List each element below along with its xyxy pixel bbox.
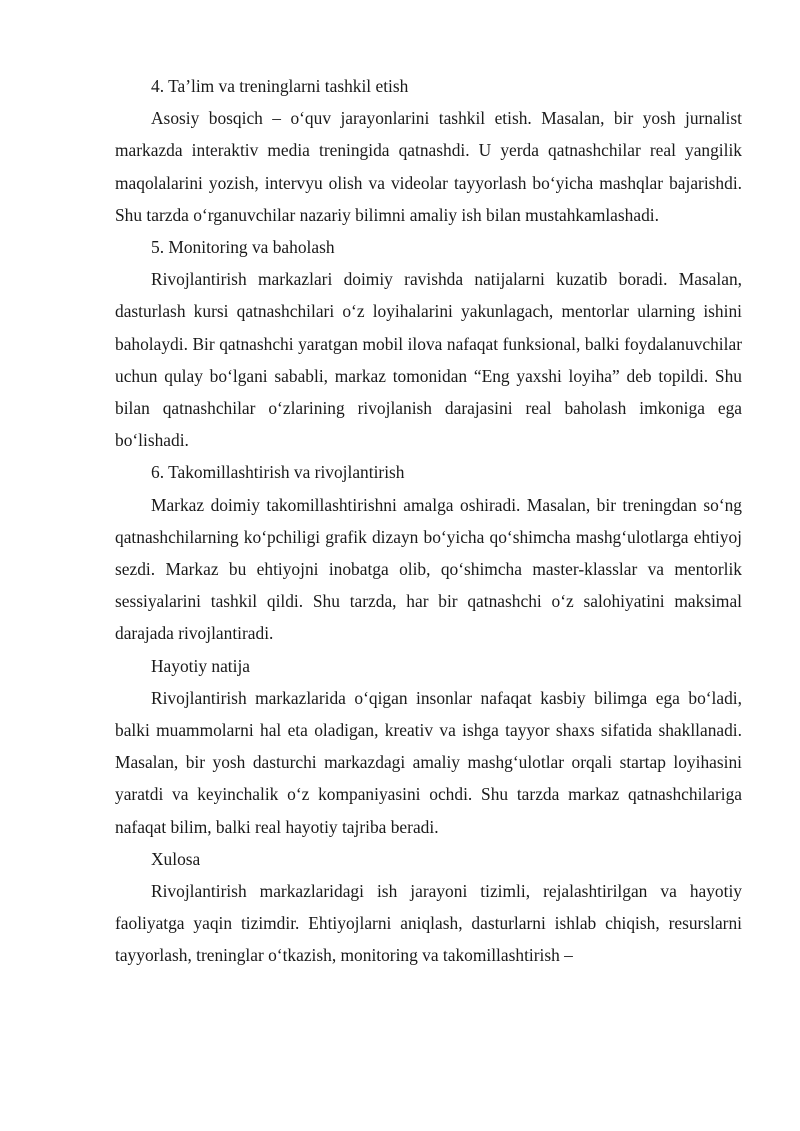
section-paragraph: Rivojlantirish markazlari doimiy ravishda natijalarni kuzatib boradi. Masalan, dasturlash kursi qatnashchilari o‘z loyihalarini yakunlagach, mentorlar ularning ishini baholaydi. Bir qatnashchi yaratgan mobil ilova nafaqat funksional, balki foydalanuvchilar uchun qulay bo‘lgani sababli, markaz tomonidan “Eng yaxshi loyiha” deb topildi. Shu bilan qatnashchilar o‘zlarining rivojlanish darajasini real baholash imkoniga ega bo‘lishadi. bbox=[115, 269, 742, 451]
section-heading: Hayotiy natija bbox=[151, 655, 251, 676]
section-conclusion bbox=[115, 843, 742, 972]
section-paragraph: Asosiy bosqich – o‘quv jarayonlarini tashkil etish. Masalan, bir yosh jurnalist markazda interaktiv media treningida qatnashdi. U yerda qatnashchilar real yangilik maqolalarini yozish, intervyu olish va videolar tayyorlash bo‘yicha mashqlar bajarishdi. Shu tarzda o‘rganuvchilar nazariy bilimni amaliy ish bilan mustahkamlashadi. bbox=[115, 108, 742, 225]
section-heading: 5. Monitoring va baholash bbox=[151, 237, 335, 258]
section-monitoring bbox=[115, 231, 742, 456]
section-heading: 6. Takomillashtirish va rivojlantirish bbox=[151, 462, 405, 483]
section-heading: Xulosa bbox=[151, 848, 201, 869]
section-paragraph: Rivojlantirish markazlarida o‘qigan insonlar nafaqat kasbiy bilimga ega bo‘ladi, balki muammolarni hal eta oladigan, kreativ va ishga tayyor shaxs sifatida shakllanadi. Masalan, bir yosh dasturchi markazdagi amaliy mashg‘ulotlar orqali startap loyihasini yaratdi va keyinchalik o‘z kompaniyasini ochdi. Shu tarzda markaz qatnashchilariga nafaqat bilim, balki real hayotiy tajriba beradi. bbox=[115, 687, 742, 837]
section-training bbox=[115, 70, 742, 231]
section-heading: 4. Ta’lim va treninglarni tashkil etish bbox=[151, 76, 409, 96]
section-paragraph: Markaz doimiy takomillashtirishni amalga oshiradi. Masalan, bir treningdan so‘ng qatnashchilarning ko‘pchiligi grafik dizayn bo‘yicha qo‘shimcha mashg‘ulotlarga ehtiyoj sezdi. Markaz bu ehtiyojni inobatga olib, qo‘shimcha master-klasslar va mentorlik sessiyalarini tashkil qildi. Shu tarzda, har bir qatnashchi o‘z salohiyatini maksimal darajada rivojlantiradi. bbox=[115, 494, 742, 644]
section-improvement bbox=[115, 456, 742, 649]
document-page bbox=[115, 70, 742, 972]
section-life-result bbox=[115, 650, 742, 843]
section-paragraph: Rivojlantirish markazlaridagi ish jarayoni tizimli, rejalashtirilgan va hayotiy faoliyatga yaqin tizimdir. Ehtiyojlarni aniqlash, dasturlarni ishlab chiqish, resurslarni tayyorlash, treninglar o‘tkazish, monitoring va takomillashtirish – bbox=[115, 881, 742, 966]
